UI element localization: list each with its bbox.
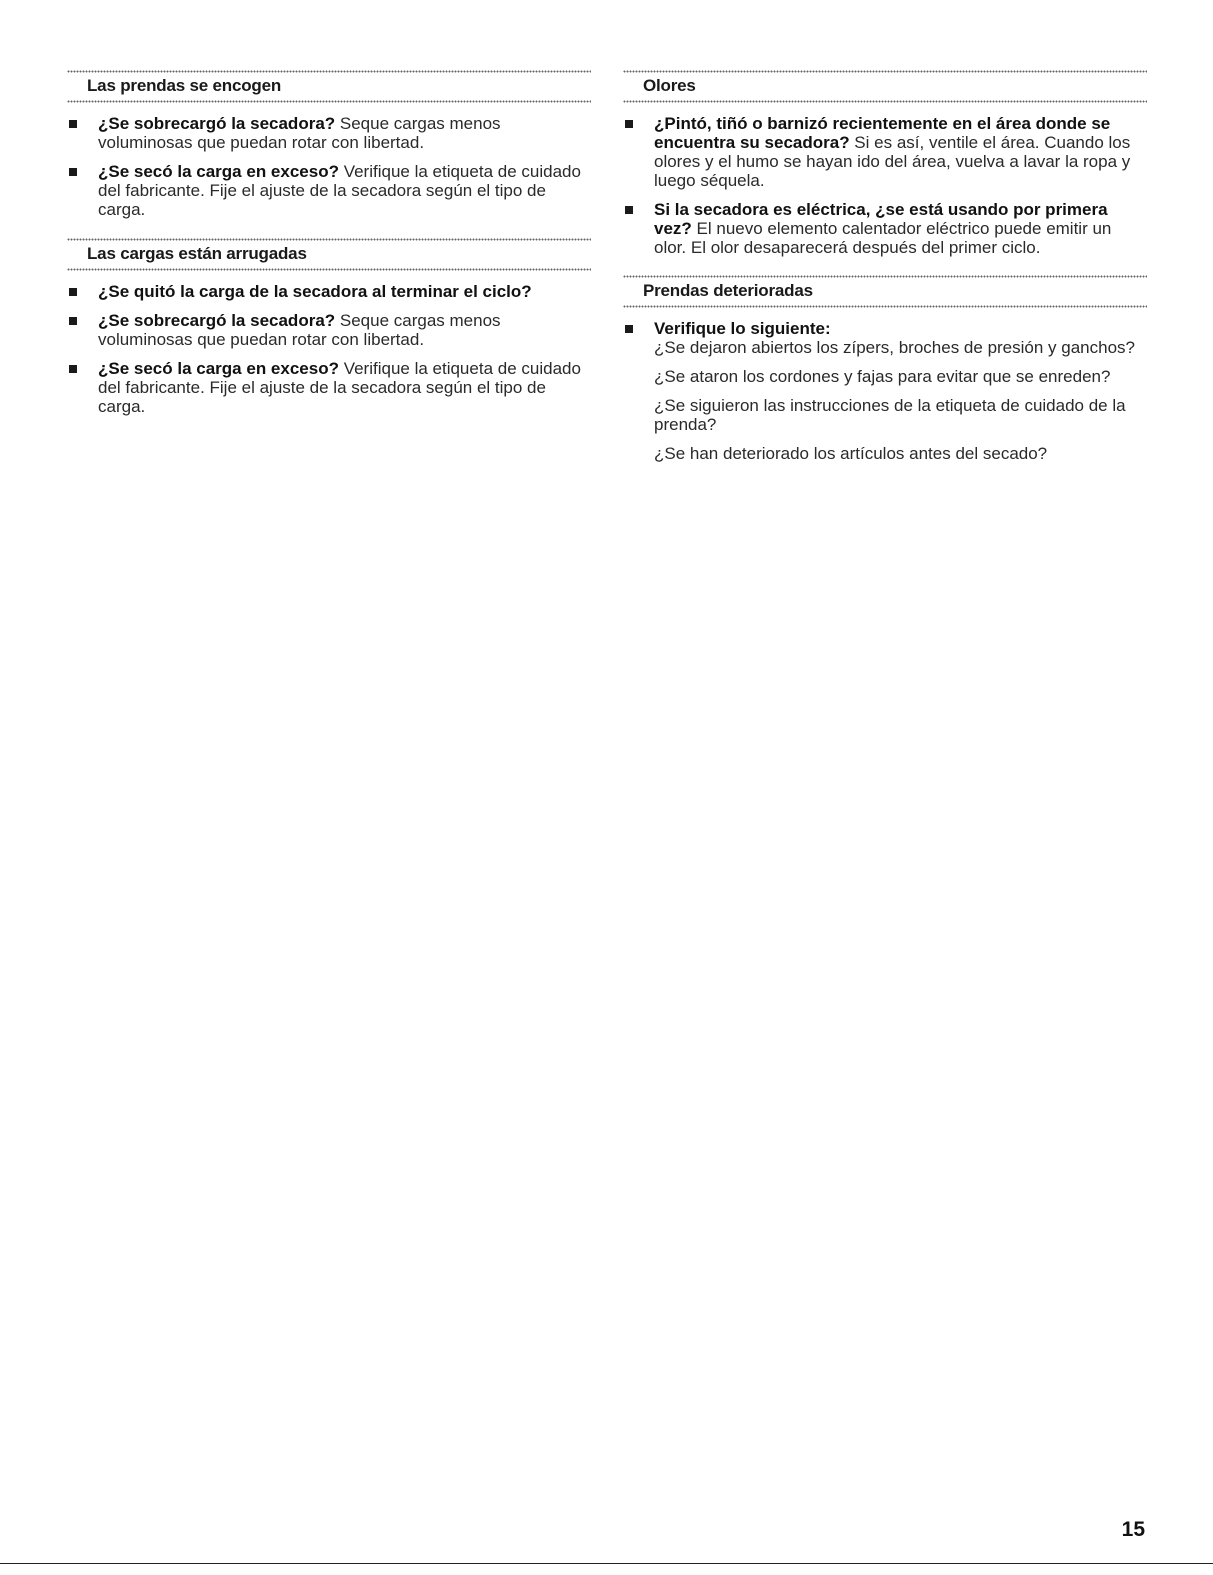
section-title: Prendas deterioradas — [643, 281, 813, 300]
check-question: ¿Se han deteriorado los artículos antes del secado? — [654, 444, 1048, 463]
square-bullet-icon — [69, 120, 77, 128]
list-item — [623, 319, 1147, 463]
troubleshoot-list — [623, 319, 1147, 463]
section-rule-bottom — [623, 100, 1147, 104]
check-question: ¿Se dejaron abiertos los zípers, broches de presión y ganchos? — [654, 338, 1135, 357]
section-rule-bottom — [623, 305, 1147, 309]
item-answer: Verifique la etiqueta de cuidado del fabricante. Fije el ajuste de la secadora según el tipo de carga. — [98, 162, 581, 219]
item-question: Si la secadora es eléctrica, ¿se está usando por primera vez? — [654, 200, 1108, 238]
troubleshoot-list — [67, 114, 591, 219]
section-rule-bottom — [67, 268, 591, 272]
section-title: Las prendas se encogen — [87, 76, 282, 95]
item-question: ¿Se sobrecargó la secadora? — [98, 311, 336, 330]
troubleshoot-list — [67, 282, 591, 416]
item-answer: Seque cargas menos voluminosas que puedan rotar con libertad. — [98, 311, 501, 349]
page-number: 15 — [1121, 1518, 1145, 1541]
section-title: Olores — [643, 76, 696, 95]
list-item — [67, 162, 591, 219]
item-answer: El nuevo elemento calentador eléctrico puede emitir un olor. El olor desaparecerá después del primer ciclo. — [654, 219, 1112, 257]
section-rule-top — [623, 70, 1147, 74]
item-answer: Verifique la etiqueta de cuidado del fabricante. Fije el ajuste de la secadora según el tipo de carga. — [98, 359, 581, 416]
check-question: ¿Se siguieron las instrucciones de la etiqueta de cuidado de la prenda? — [654, 396, 1126, 434]
square-bullet-icon — [69, 168, 77, 176]
section-rule-bottom — [67, 100, 591, 104]
check-question: ¿Se ataron los cordones y fajas para evitar que se enreden? — [654, 367, 1111, 386]
section-shrinkage — [67, 70, 591, 229]
item-question: ¿Pintó, tiñó o barnizó recientemente en el área donde se encuentra su secadora? — [654, 114, 1111, 152]
list-item — [623, 200, 1147, 257]
list-item — [623, 114, 1147, 190]
item-question: ¿Se secó la carga en exceso? — [98, 162, 339, 181]
item-answer: Seque cargas menos voluminosas que puedan rotar con libertad. — [98, 114, 501, 152]
list-item — [67, 311, 591, 349]
square-bullet-icon — [69, 317, 77, 325]
troubleshoot-list — [623, 114, 1147, 257]
section-rule-top — [67, 238, 591, 242]
square-bullet-icon — [625, 325, 633, 333]
list-item — [67, 282, 591, 301]
list-item — [67, 114, 591, 152]
square-bullet-icon — [69, 288, 77, 296]
section-odors — [623, 70, 1147, 267]
page-bottom-rule — [0, 1563, 1213, 1564]
section-wrinkled — [67, 238, 591, 426]
item-question: ¿Se secó la carga en exceso? — [98, 359, 339, 378]
item-answer: Si es así, ventile el área. Cuando los olores y el humo se hayan ido del área, vuelva a lavar la ropa y luego séquela. — [654, 133, 1131, 190]
list-item — [67, 359, 591, 416]
section-rule-top — [623, 275, 1147, 279]
square-bullet-icon — [625, 120, 633, 128]
item-question: ¿Se sobrecargó la secadora? — [98, 114, 336, 133]
section-damaged — [623, 275, 1147, 473]
item-question: ¿Se quitó la carga de la secadora al terminar el ciclo? — [98, 282, 532, 301]
item-question: Verifique lo siguiente: — [654, 319, 831, 338]
square-bullet-icon — [69, 365, 77, 373]
section-title: Las cargas están arrugadas — [87, 244, 307, 263]
square-bullet-icon — [625, 206, 633, 214]
section-rule-top — [67, 70, 591, 74]
